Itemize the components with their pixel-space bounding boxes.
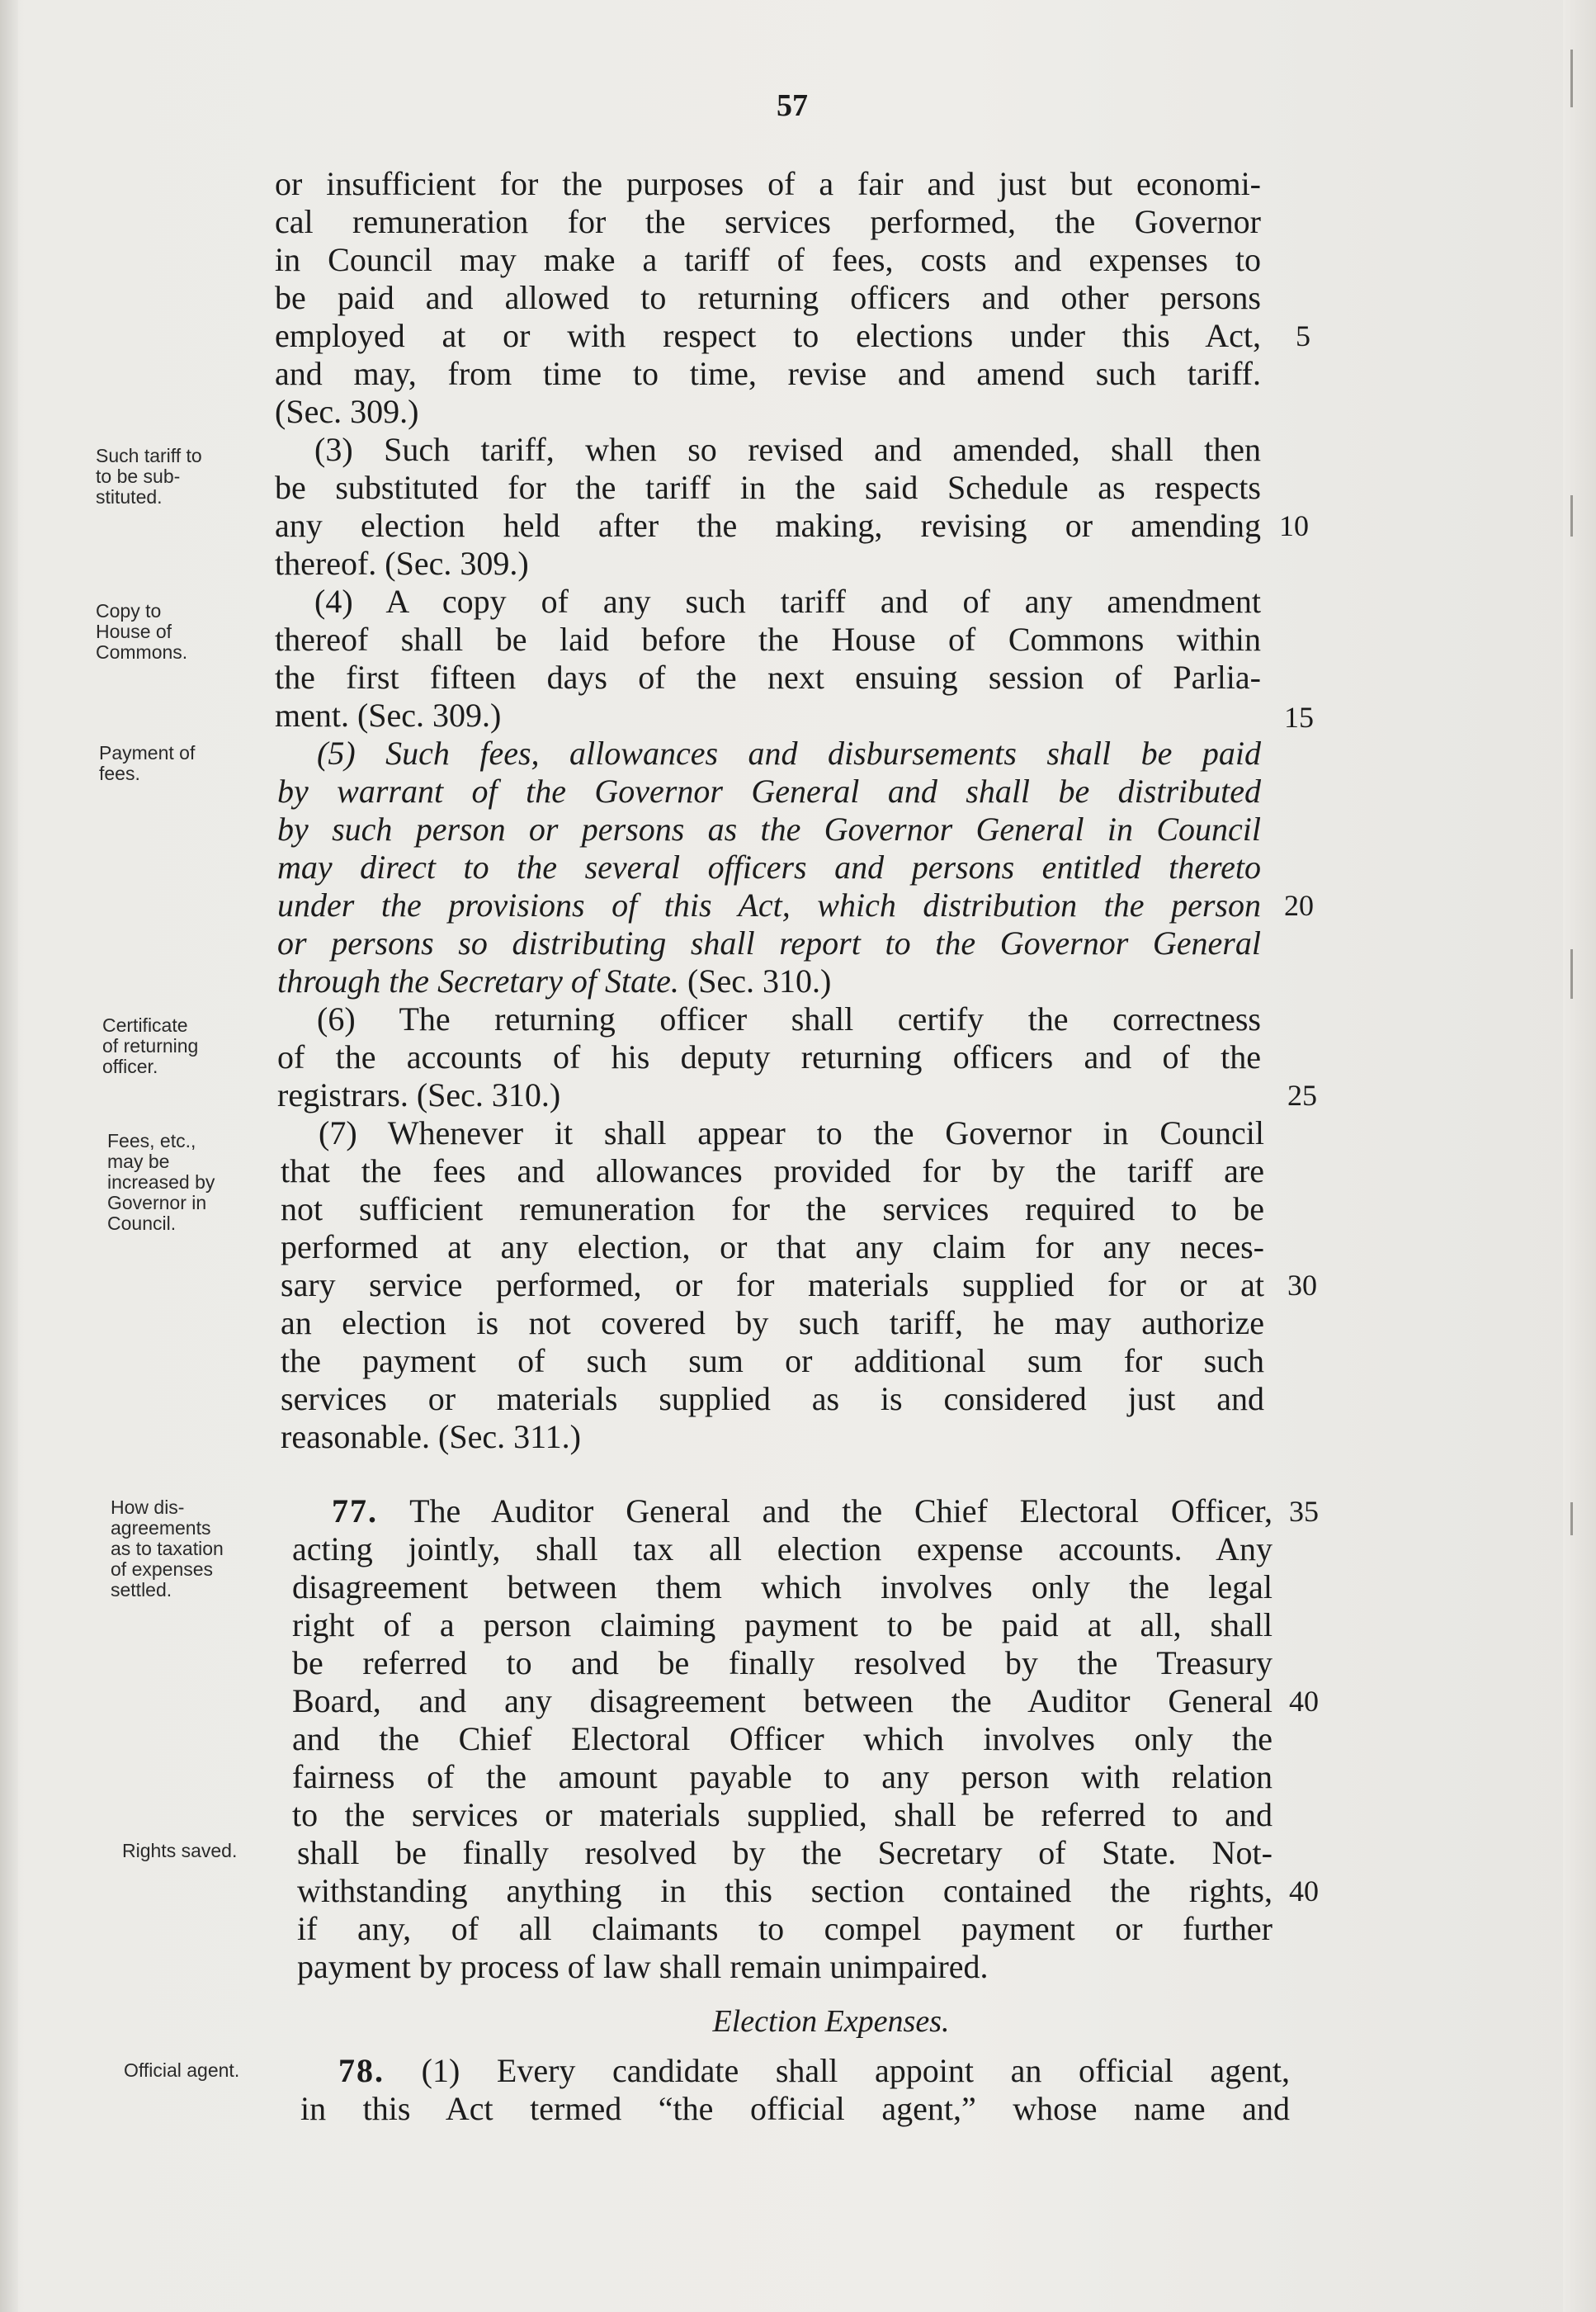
bleed-mark	[1570, 495, 1573, 537]
margin-note-line: Payment of	[99, 742, 196, 764]
body-line: (6) The returning officer shall certify the correctness	[317, 1000, 1261, 1038]
line-number: 40	[1289, 1875, 1319, 1908]
margin-note-line: Commons.	[96, 641, 188, 663]
margin-note-line: of expenses	[111, 1558, 214, 1580]
body-line: an election is not covered by such tariff, he may authorize	[281, 1304, 1264, 1341]
bleed-mark	[1570, 949, 1573, 999]
body-line: Board, and any disagreement between the Auditor General	[292, 1682, 1273, 1719]
margin-note-line: Fees, etc.,	[107, 1130, 196, 1151]
margin-note-line: Official agent.	[124, 2059, 240, 2081]
margin-note	[96, 601, 187, 663]
margin-note-line: of returning	[102, 1035, 199, 1057]
body-line	[277, 962, 831, 1000]
bleed-mark	[1570, 1502, 1573, 1535]
body-line: be referred to and be finally resolved by the Treasury	[292, 1644, 1273, 1681]
body-line: acting jointly, shall tax all election expense accounts. Any	[292, 1530, 1273, 1567]
body-line	[332, 1492, 1273, 1530]
body-line: employed at or with respect to elections under this Act,	[275, 317, 1261, 354]
body-line: the first fifteen days of the next ensuing session of Parlia-	[275, 659, 1261, 696]
body-line	[338, 2052, 1290, 2090]
body-line: be substituted for the tariff in the said Schedule as respects	[275, 469, 1261, 506]
body-line: (4) A copy of any such tariff and of any amendment	[314, 583, 1261, 620]
margin-note-line: Such tariff to	[96, 445, 202, 466]
body-line: not sufficient remuneration for the services required to be	[281, 1190, 1264, 1227]
margin-note	[102, 1015, 198, 1077]
body-line: reasonable. (Sec. 311.)	[281, 1418, 581, 1455]
body-line: under the provisions of this Act, which distribution the person	[277, 887, 1261, 924]
body-line: services or materials supplied as is considered just and	[281, 1380, 1264, 1417]
body-line: thereof. (Sec. 309.)	[275, 545, 529, 582]
body-line: (3) Such tariff, when so revised and amended, shall then	[314, 431, 1261, 468]
page-number: 57	[777, 88, 808, 123]
section-reference: (Sec. 310.)	[687, 962, 832, 1000]
body-line: that the fees and allowances provided for by the tariff are	[281, 1152, 1264, 1189]
line-number: 30	[1287, 1269, 1317, 1302]
line-number: 20	[1284, 889, 1314, 922]
margin-note-line: Governor in	[107, 1192, 207, 1213]
body-line: shall be finally resolved by the Secretary of State. Not-	[297, 1834, 1273, 1871]
margin-note-line: may be	[107, 1151, 170, 1172]
section-number: 78.	[338, 2052, 385, 2089]
margin-note	[99, 743, 195, 784]
page-left-edge	[0, 0, 18, 2312]
body-line: in this Act termed “the official agent,” whose name and	[300, 2090, 1290, 2127]
line-number: 15	[1284, 701, 1314, 734]
margin-note	[107, 1131, 215, 1234]
margin-note	[96, 446, 202, 508]
body-text: (1) Every candidate shall appoint an official agent,	[421, 2052, 1291, 2089]
line-number: 40	[1289, 1685, 1319, 1718]
body-line: (5) Such fees, allowances and disbursements shall be paid	[317, 735, 1261, 772]
body-line: in Council may make a tariff of fees, costs and expenses to	[275, 241, 1261, 278]
body-line: disagreement between them which involves only the legal	[292, 1568, 1273, 1605]
body-line: by such person or persons as the Governor General in Council	[277, 811, 1261, 848]
margin-note-line: to be sub-	[96, 466, 181, 487]
body-line: thereof shall be laid before the House of Commons within	[275, 621, 1261, 658]
body-line: payment by process of law shall remain unimpaired.	[297, 1948, 989, 1985]
page-right-edge	[1563, 0, 1596, 2312]
line-number: 5	[1296, 319, 1310, 352]
margin-note	[122, 1841, 237, 1861]
body-line: may direct to the several officers and persons entitled thereto	[277, 849, 1261, 886]
margin-note-line: increased by	[107, 1171, 215, 1193]
body-line: any election held after the making, revising or amending	[275, 507, 1261, 544]
section-number: 77.	[332, 1492, 378, 1530]
line-number: 35	[1289, 1495, 1319, 1528]
margin-note-line: House of	[96, 621, 172, 642]
body-line: registrars. (Sec. 310.)	[277, 1076, 561, 1113]
margin-note-line: Copy to	[96, 600, 162, 622]
body-line: right of a person claiming payment to be paid at all, shall	[292, 1606, 1273, 1643]
margin-note-line: fees.	[99, 763, 140, 784]
body-line: or persons so distributing shall report to the Governor General	[277, 924, 1261, 962]
body-line: or insufficient for the purposes of a fair and just but economi-	[275, 165, 1261, 202]
body-line: fairness of the amount payable to any person with relation	[292, 1758, 1273, 1795]
line-number: 10	[1279, 509, 1309, 542]
margin-note-line: as to taxation	[111, 1538, 224, 1559]
body-line: (7) Whenever it shall appear to the Governor in Council	[319, 1114, 1264, 1151]
body-line: be paid and allowed to returning officers and other persons	[275, 279, 1261, 316]
body-line: withstanding anything in this section contained the rights,	[297, 1872, 1273, 1909]
margin-note-line: How dis-	[111, 1496, 185, 1518]
bleed-mark	[1570, 50, 1573, 107]
margin-note	[124, 2060, 239, 2081]
body-line: by warrant of the Governor General and shall be distributed	[277, 773, 1261, 810]
line-number: 25	[1287, 1079, 1317, 1112]
body-line: (Sec. 309.)	[275, 393, 419, 430]
margin-note-line: agreements	[111, 1517, 211, 1539]
section-heading: Election Expenses.	[712, 2004, 950, 2039]
margin-note-line: officer.	[102, 1056, 158, 1077]
body-text: The Auditor General and the Chief Electoral Officer,	[409, 1492, 1273, 1530]
margin-note-line: Certificate	[102, 1014, 188, 1036]
italic-text: through the Secretary of State.	[277, 962, 679, 1000]
margin-note-line: Rights saved.	[122, 1840, 238, 1861]
margin-note-line: Council.	[107, 1213, 177, 1234]
body-line: the payment of such sum or additional sum for such	[281, 1342, 1264, 1379]
margin-note	[111, 1497, 224, 1600]
body-line: to the services or materials supplied, shall be referred to and	[292, 1796, 1273, 1833]
body-line: if any, of all claimants to compel payment or further	[297, 1910, 1273, 1947]
body-line: ment. (Sec. 309.)	[275, 697, 502, 734]
body-line: cal remuneration for the services performed, the Governor	[275, 203, 1261, 240]
body-line: of the accounts of his deputy returning officers and of the	[277, 1038, 1261, 1076]
body-line: and may, from time to time, revise and amend such tariff.	[275, 355, 1261, 392]
margin-note-line: settled.	[111, 1579, 172, 1600]
margin-note-line: stituted.	[96, 486, 163, 508]
body-line: performed at any election, or that any claim for any neces-	[281, 1228, 1264, 1265]
body-line: sary service performed, or for materials supplied for or at	[281, 1266, 1264, 1303]
body-line: and the Chief Electoral Officer which involves only the	[292, 1720, 1273, 1757]
